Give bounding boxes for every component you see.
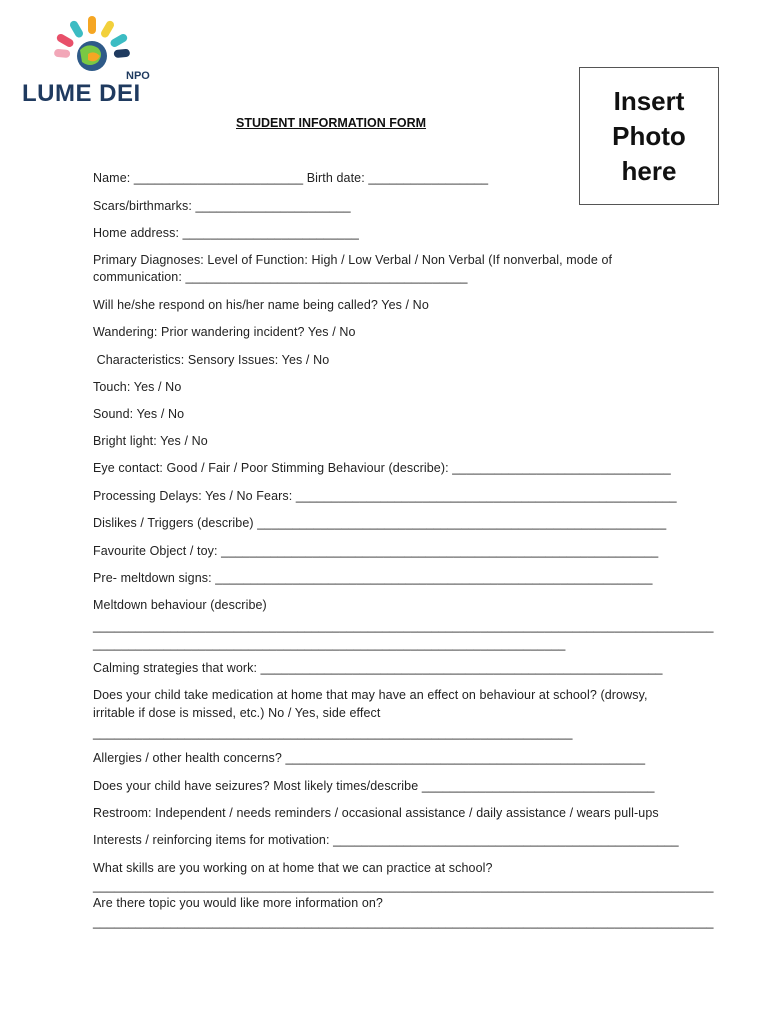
field-skills-line[interactable]: ________________________________________________________________________________________ bbox=[93, 879, 714, 893]
field-name-birthdate[interactable]: Name: ________________________ Birth date: _________________ bbox=[93, 171, 489, 185]
field-interests[interactable]: Interests / reinforcing items for motivation: _________________________________________________ bbox=[93, 833, 679, 847]
photo-placeholder-line2: Photo bbox=[612, 120, 686, 151]
field-wandering[interactable]: Wandering: Prior wandering incident? Yes / No bbox=[93, 325, 356, 339]
photo-placeholder[interactable] bbox=[579, 67, 719, 205]
field-allergies[interactable]: Allergies / other health concerns? ___________________________________________________ bbox=[93, 751, 646, 765]
field-sensory-issues[interactable]: Characteristics: Sensory Issues: Yes / No bbox=[93, 353, 330, 367]
photo-placeholder-line1: Insert bbox=[613, 85, 685, 116]
field-medication-line[interactable]: ____________________________________________________________________ bbox=[93, 726, 573, 740]
field-touch[interactable]: Touch: Yes / No bbox=[93, 380, 182, 394]
field-sound[interactable]: Sound: Yes / No bbox=[93, 407, 185, 421]
field-medication-question: Does your child take medication at home that may have an effect on behaviour at school? (drowsy, bbox=[93, 688, 648, 702]
field-bright-light[interactable]: Bright light: Yes / No bbox=[93, 434, 208, 448]
field-scars-birthmarks[interactable]: Scars/birthmarks: ______________________ bbox=[93, 199, 351, 213]
field-communication[interactable]: communication: ________________________________________ bbox=[93, 270, 468, 284]
field-meltdown-label: Meltdown behaviour (describe) bbox=[93, 598, 267, 612]
photo-placeholder-line3: here bbox=[621, 155, 677, 186]
field-calming-strategies[interactable]: Calming strategies that work: _________________________________________________________ bbox=[93, 661, 663, 675]
field-eye-contact-stimming[interactable]: Eye contact: Good / Fair / Poor Stimming Behaviour (describe): _______________________________ bbox=[93, 461, 671, 475]
field-skills-question: What skills are you working on at home that we can practice at school? bbox=[93, 861, 493, 875]
field-restroom[interactable]: Restroom: Independent / needs reminders / occasional assistance / daily assistance / wears pull-ups bbox=[93, 806, 659, 820]
logo-npo-label: NPO bbox=[126, 70, 150, 82]
field-topics-line[interactable]: ________________________________________________________________________________________ bbox=[93, 915, 714, 929]
field-medication-side-effect: irritable if dose is missed, etc.) No / Yes, side effect bbox=[93, 706, 381, 720]
field-processing-fears[interactable]: Processing Delays: Yes / No Fears: ______________________________________________________ bbox=[93, 489, 677, 503]
form-title: STUDENT INFORMATION FORM bbox=[236, 116, 427, 130]
field-primary-diagnoses[interactable]: Primary Diagnoses: Level of Function: High / Low Verbal / Non Verbal (If nonverbal, mode of bbox=[93, 253, 613, 267]
field-name-response[interactable]: Will he/she respond on his/her name being called? Yes / No bbox=[93, 298, 429, 312]
field-dislikes-triggers[interactable]: Dislikes / Triggers (describe) __________________________________________________________ bbox=[93, 516, 667, 530]
field-favourite-object[interactable]: Favourite Object / toy: ______________________________________________________________ bbox=[93, 544, 659, 558]
field-home-address[interactable]: Home address: _________________________ bbox=[93, 226, 359, 240]
logo-wordmark: LUME DEI bbox=[22, 80, 141, 107]
field-pre-meltdown[interactable]: Pre- meltdown signs: ______________________________________________________________ bbox=[93, 571, 653, 585]
field-meltdown-line1[interactable]: ________________________________________________________________________________________ bbox=[93, 619, 714, 633]
field-meltdown-line2[interactable]: ___________________________________________________________________ bbox=[93, 637, 566, 651]
field-seizures[interactable]: Does your child have seizures? Most likely times/describe _________________________________ bbox=[93, 779, 655, 793]
field-topics-question: Are there topic you would like more information on? bbox=[93, 896, 383, 910]
